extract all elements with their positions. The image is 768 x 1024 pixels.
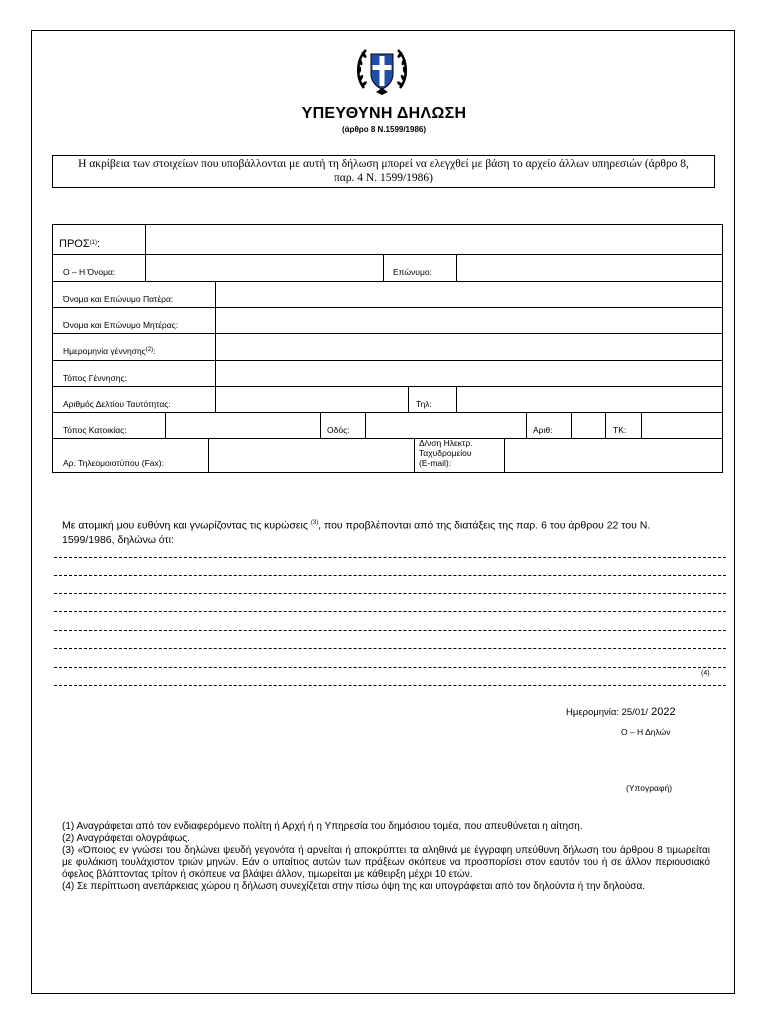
declaration-line [54, 648, 726, 649]
declaration-line [54, 667, 726, 668]
footnote: (4) Σε περίπτωση ανεπάρκειας χώρου η δήλωση συνεχίζεται στην πίσω όψη της και υπογράφεται από τον δηλούντα ή την δηλούσα. [62, 881, 646, 892]
law-reference: (άρθρο 8 Ν.1599/1986) [341, 125, 427, 134]
birth-place-label: Τόπος Γέννησης: [63, 373, 127, 383]
fax-label: Αρ. Τηλεομοιοτύπου (Fax): [63, 458, 164, 468]
father-name-label: Όνομα και Επώνυμο Πατέρα: [63, 294, 174, 304]
greek-coat-of-arms-icon [354, 42, 410, 98]
accuracy-notice: Η ακρίβεια των στοιχείων που υποβάλλονται με αυτή τη δήλωση μπορεί να ελεγχθεί με βάση το αρχείο άλλων υπηρεσιών (άρθρο 8, παρ. 4 Ν. 1599/1986) [52, 155, 715, 188]
declaration-line [54, 630, 726, 631]
declaration-text: Με ατομική μου ευθύνη και γνωρίζοντας τις κυρώσεις $^{(3)}$, που προβλέπονται από της διατάξεις της παρ. 6 του άρθρου 22 του Ν. 1599/1986, δηλώνω ότι: [62, 519, 651, 546]
declaration-line [54, 593, 726, 594]
footnote: (3) «Όποιος εν γνώσει του δηλώνει ψευδή γεγονότα ή αρνείται ή αποκρύπτει τα αληθινά με έγγραφη υπεύθυνη δήλωση του άρθρου 8 τιμωρείται με φυλάκιση τουλάχιστον τριών μηνών. Εάν ο υπαίτιος αυτών των πράξεων σκόπευε να προσπορίσει στον εαυτόν του ή σε άλλον περιουσιακό όφελος βλάπτοντας τρίτον ή σκόπευε να βλάψει άλλον, τιμωρείται με κάθειρξη μέχρι 10 ετών. [62, 845, 710, 880]
declaration-line [54, 557, 726, 558]
signature-label: (Υπογραφή) [626, 783, 673, 793]
street-label: Οδός: [327, 425, 350, 435]
date-field: Ημερομηνία: 25/01/ 2022 [566, 706, 676, 718]
first-name-label: Ο – Η Όνομα: [63, 267, 116, 277]
postcode-label: ΤΚ: [613, 425, 627, 435]
declarant-label: Ο – Η Δηλών [621, 727, 671, 737]
email-label: Δ/νση Ηλεκτρ. Ταχυδρομείου (E-mail): [419, 438, 473, 468]
birth-date-label: Ημερομηνία γέννησης$^{(2)}$: [63, 346, 156, 356]
mother-name-label: Όνομα και Επώνυμο Μητέρας: [63, 320, 179, 330]
phone-label: Τηλ: [416, 399, 432, 409]
footnotes [62, 821, 710, 893]
declaration-line [54, 611, 726, 612]
footnote: (1) Αναγράφεται από τον ενδιαφερόμενο πολίτη ή Αρχή ή η Υπηρεσία του δημόσιου τομέα, που απευθύνεται η αίτηση. [62, 821, 583, 832]
personal-details-form [52, 224, 723, 473]
residence-label: Τόπος Κατοικίας: [63, 425, 127, 435]
surname-label: Επώνυμο: [393, 267, 432, 277]
to-label: ΠΡΟΣ$^{(1)}$: [59, 238, 101, 250]
number-label: Αριθ: [533, 425, 553, 435]
document-title: ΥΠΕΥΘΥΝΗ ΔΗΛΩΣΗ [301, 105, 467, 122]
continuation-ref: (4) [701, 670, 710, 677]
id-number-label: Αριθμός Δελτίου Ταυτότητας: [63, 399, 171, 409]
declaration-line [54, 575, 726, 576]
footnote: (2) Αναγράφεται ολογράφως. [62, 833, 190, 844]
declaration-line [54, 685, 726, 686]
